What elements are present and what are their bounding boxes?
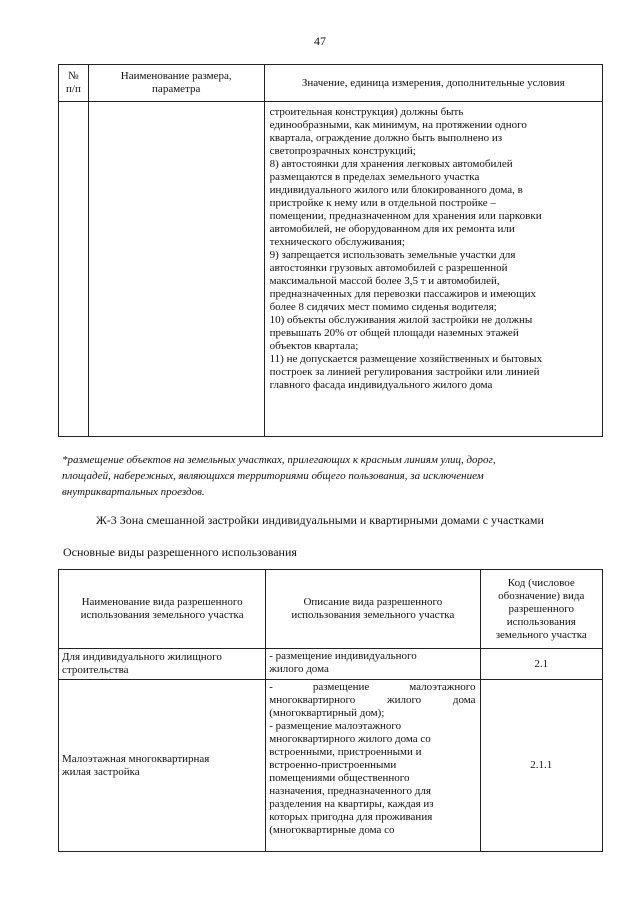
header-text: использования	[506, 615, 576, 628]
cell-value	[264, 102, 602, 437]
header-parameter-name	[88, 65, 264, 102]
cell-parameter-name	[88, 102, 264, 437]
text-line: автостоянки грузовых автомобилей с разрешенной	[269, 262, 508, 274]
text-line: 8) автостоянки для хранения легковых автомобилей	[269, 158, 513, 170]
cell-number	[59, 102, 89, 437]
text-line: построек за линией регулирования застройки или линией	[269, 366, 540, 378]
text-line: многоквартирного жилого дома со	[269, 733, 431, 745]
text-line: превышать 20% от общей площади наземных этажей	[269, 327, 519, 339]
word: жилого	[386, 694, 422, 706]
footnote-line: площадей, набережных, являющихся территориями общего пользования, за исключением	[62, 470, 484, 482]
word: -	[269, 681, 273, 693]
text-line: назначения, предназначенного для	[269, 785, 431, 797]
text-line: индивидуального жилого или блокированного дома, в	[269, 184, 523, 196]
text-line: - размещение малоэтажного	[269, 720, 402, 732]
header-text: разрешенного	[508, 602, 574, 615]
header-use-name	[59, 570, 266, 649]
text-line: Малоэтажная многоквартирная	[62, 752, 210, 765]
table-header-row	[59, 65, 603, 102]
text-line: максимальной массой более 3,5 т и автомобилей,	[269, 275, 500, 287]
header-text: Описание вида разрешенного	[303, 596, 443, 608]
header-text: Значение, единица измерения, дополнительные условия	[301, 76, 565, 89]
text-line: 9) запрещается использовать земельные участки для	[269, 249, 516, 261]
footnote-line: *размещение объектов на земельных участках, прилегающих к красным линиям улиц, дорог,	[62, 454, 496, 466]
text-line: единообразными, как минимум, на протяжении одного	[269, 119, 527, 131]
header-text: п/п	[66, 83, 81, 95]
word: малоэтажного	[409, 681, 476, 693]
text-line: разделения на квартиры, каждая из	[269, 798, 434, 810]
zone-title: Ж-3 Зона смешанной застройки индивидуальными и квартирными домами с участками	[96, 513, 544, 527]
cell-use-code: 2.1	[480, 649, 602, 680]
section-title: Основные виды разрешенного использования	[63, 545, 297, 559]
header-number	[59, 65, 89, 102]
word: дома	[452, 694, 476, 706]
page-number: 47	[314, 34, 326, 48]
cell-use-code: 2.1.1	[480, 680, 602, 852]
text-line: помещении, предназначенном для хранения или парковки	[269, 210, 542, 222]
header-text: Наименование вида разрешенного	[81, 596, 243, 608]
header-text: использования земельного участка	[80, 609, 244, 621]
text-line: более 8 сидячих мест помимо сиденья водителя;	[269, 301, 497, 313]
text-line: размещаются в пределах земельного участка	[269, 171, 480, 183]
cell-use-description	[266, 680, 480, 852]
word: размещение	[312, 681, 370, 693]
footnote	[62, 452, 602, 500]
header-text: №	[68, 70, 79, 82]
table-row	[59, 680, 603, 852]
cell-use-name	[59, 649, 266, 680]
text-line: (многоквартирный дом);	[269, 707, 385, 719]
table-row	[59, 649, 603, 680]
text-line: объектов квартала;	[269, 340, 359, 352]
text-line: жилого дома	[269, 663, 329, 675]
parameters-table	[58, 64, 603, 437]
header-use-description	[266, 570, 480, 649]
text-line: пристройке к нему или в отдельной постройке –	[269, 197, 496, 209]
text-line: помещениями общественного	[269, 772, 410, 784]
text-line: строительства	[62, 664, 129, 676]
text-line: строительная конструкция) должны быть	[269, 106, 464, 118]
header-text: Наименование размера,	[120, 70, 232, 82]
word: многоквартирного	[269, 694, 356, 706]
table-header-row	[59, 570, 603, 649]
header-text: обозначение) вида	[498, 589, 585, 602]
text-line: встроенно-пристроенными	[269, 759, 397, 771]
text-line: 10) объекты обслуживания жилой застройки не должны	[269, 314, 533, 326]
text-line: Для индивидуального жилищного	[62, 651, 222, 663]
text-line	[269, 694, 475, 707]
header-use-code	[480, 570, 602, 649]
footnote-line: внутриквартальных проездов.	[62, 486, 205, 498]
text-line: встроенными, пристроенными и	[269, 746, 422, 758]
text-line: квартала, ограждение должно быть выполнено из	[269, 132, 503, 144]
header-text: земельного участка	[495, 628, 587, 641]
header-text: использования земельного участка	[291, 609, 455, 621]
header-value	[264, 65, 602, 102]
text-line: 11) не допускается размещение хозяйственных и бытовых	[269, 353, 543, 365]
text-line: (многоквартирные дома со	[269, 824, 395, 836]
cell-use-description	[266, 649, 480, 680]
cell-use-name	[59, 680, 266, 852]
table-row	[59, 102, 603, 437]
text-line: - размещение индивидуального	[269, 650, 417, 662]
text-line: автомобилей, не оборудованном для их ремонта или	[269, 223, 515, 235]
text-line: жилая застройка	[62, 765, 140, 778]
text-line: светопрозрачных конструкций;	[269, 145, 416, 157]
header-text: параметра	[152, 83, 201, 95]
text-line: предназначенных для перевозки пассажиров и имеющих	[269, 288, 536, 300]
text-line: которых пригодна для проживания	[269, 811, 433, 823]
permitted-use-table	[58, 569, 603, 852]
text-line	[269, 681, 475, 694]
text-line: технического обслуживания;	[269, 236, 405, 248]
text-line: главного фасада индивидуального жилого дома	[269, 379, 493, 391]
header-text: Код (числовое	[507, 576, 575, 589]
